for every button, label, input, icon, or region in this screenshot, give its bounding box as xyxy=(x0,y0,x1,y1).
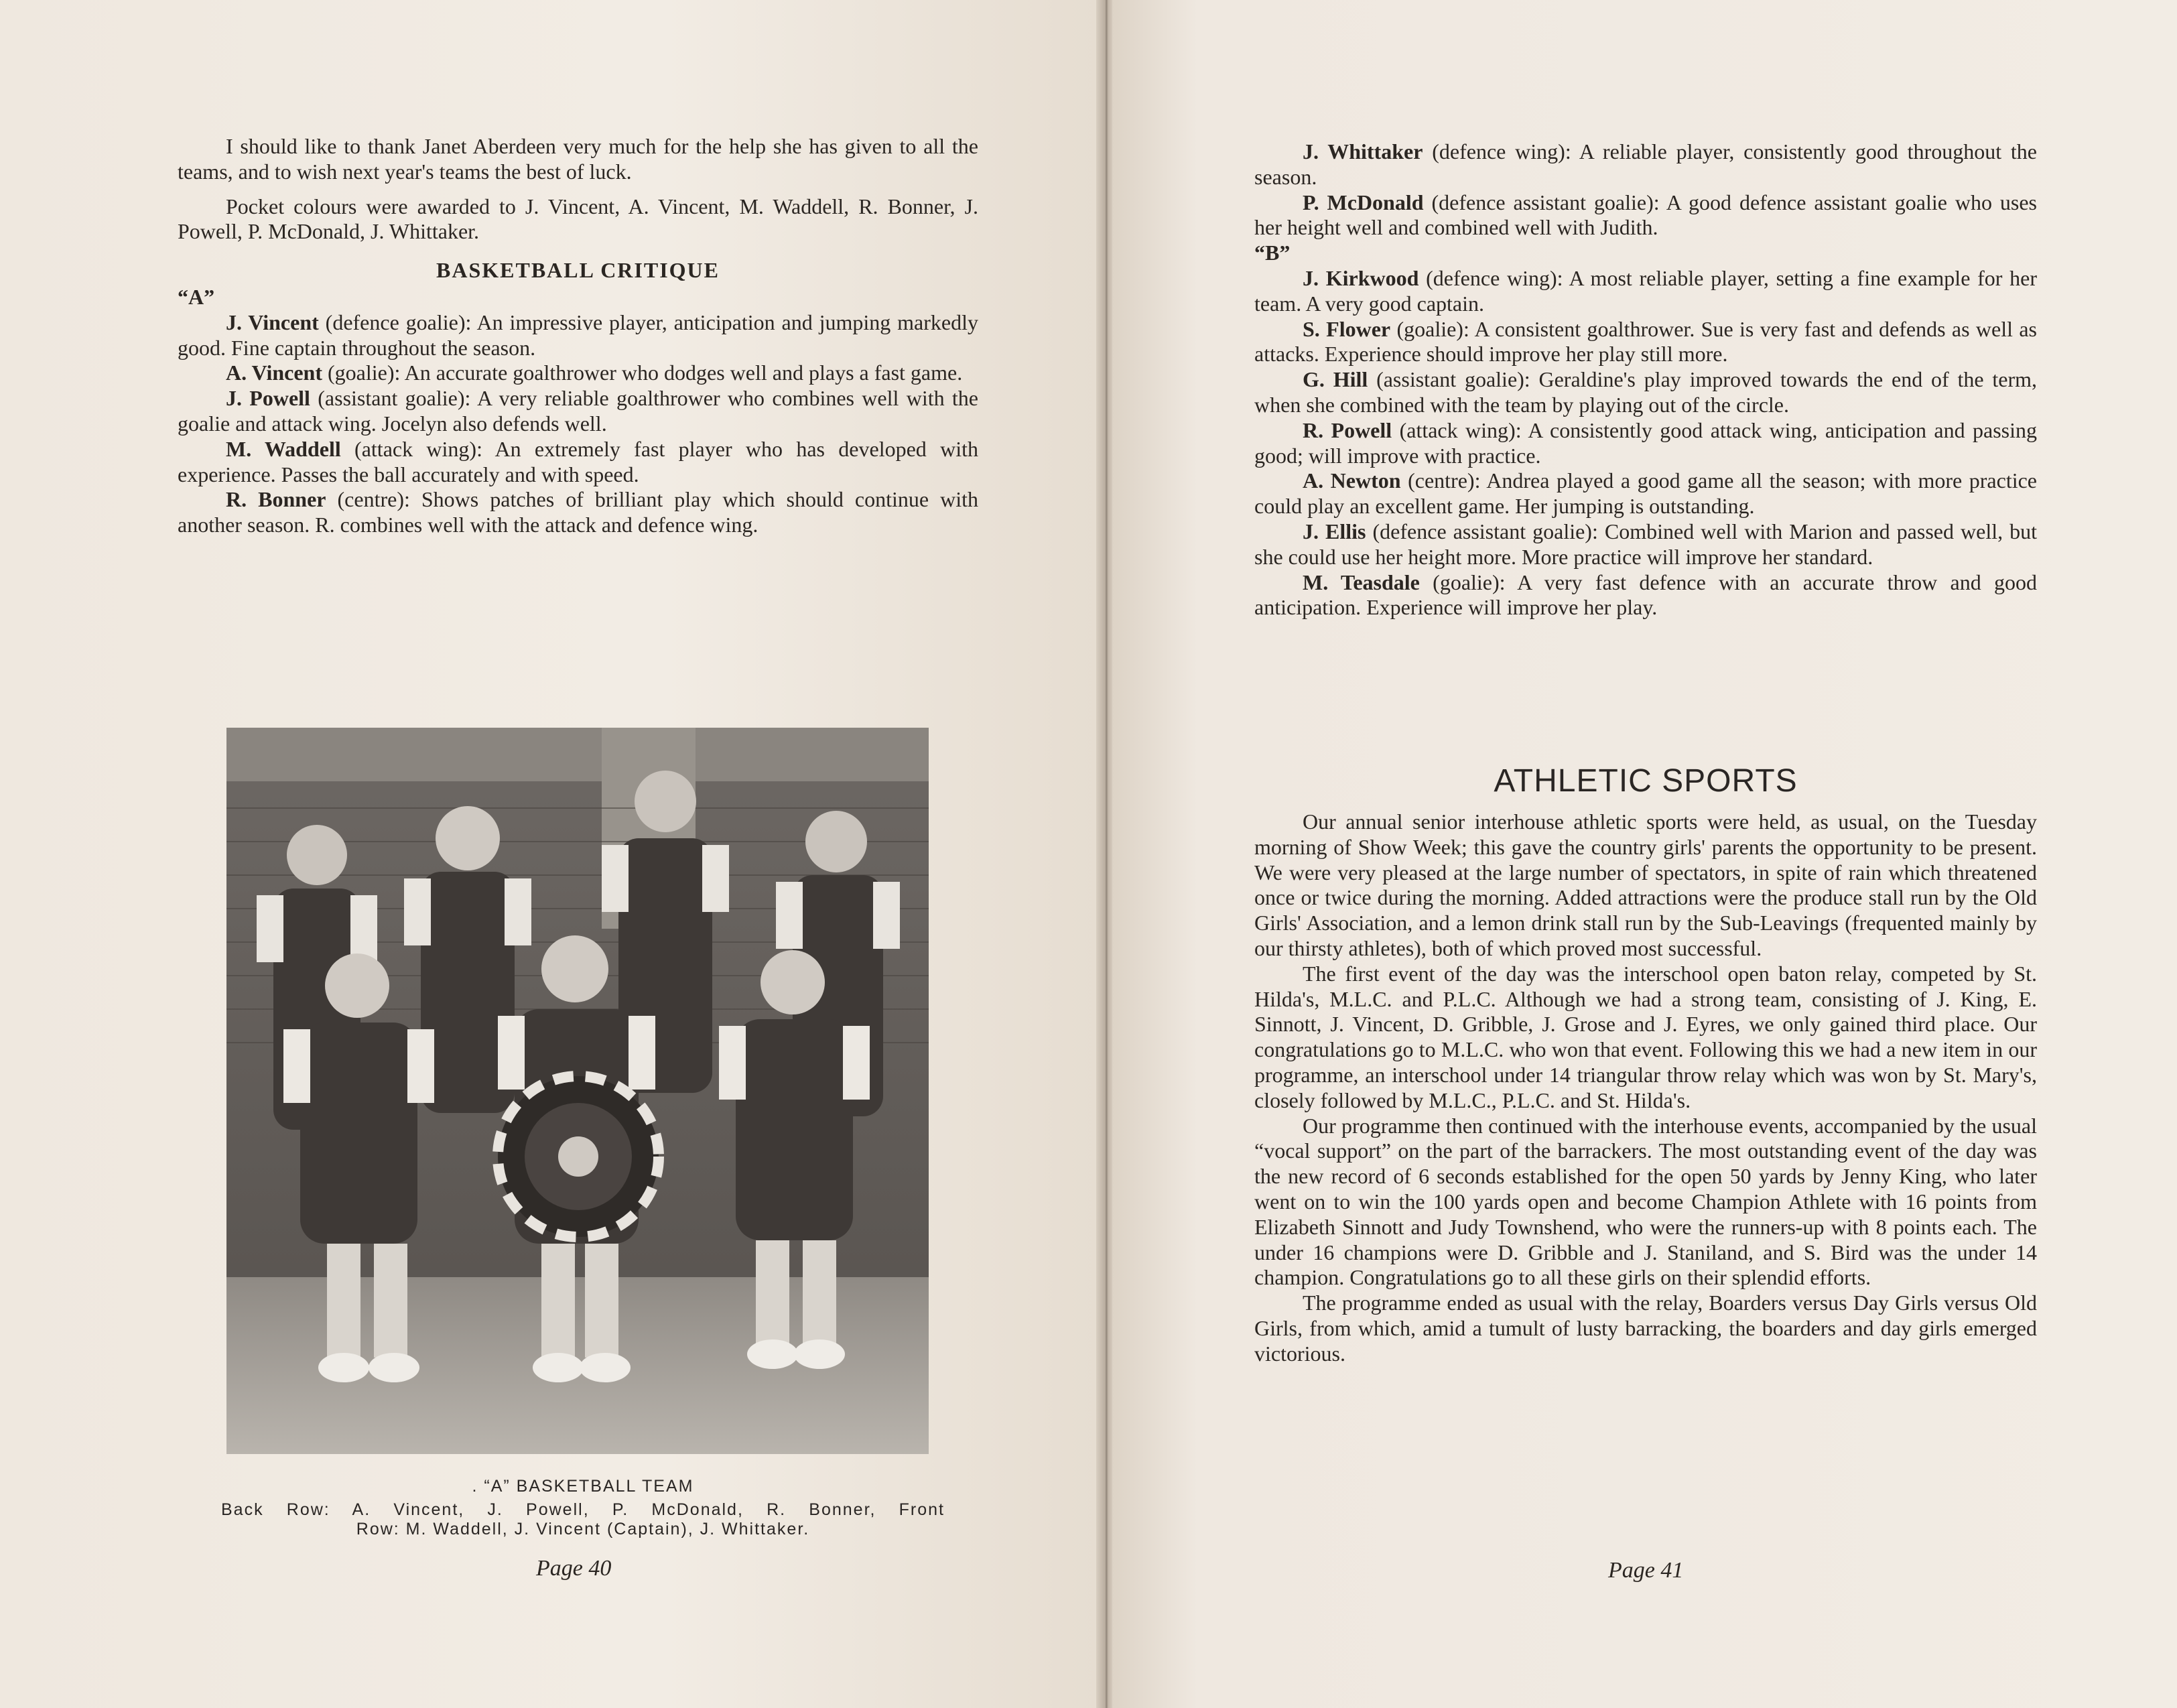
critique-entry xyxy=(178,310,978,361)
critique-text: (defence wing): A reliable player, consistently good throughout the season. xyxy=(1254,139,2038,189)
critique-entry xyxy=(1254,570,2037,621)
critique-text: (attack wing): An extremely fast player who has developed with experience. Passes the ball accurately and with speed. xyxy=(178,436,979,486)
right-critique-column xyxy=(1254,139,2037,620)
caption-title: . “A” BASKETBALL TEAM xyxy=(472,1477,694,1496)
critique-entry xyxy=(1254,266,2037,317)
intro-paragraph-1: I should like to thank Janet Aberdeen very much for the help she has given to all the teams, and to wish next year's teams the best of luck. xyxy=(178,134,978,184)
critique-entry xyxy=(1254,367,2037,418)
caption-line-2: Row: M. Waddell, J. Vincent (Captain), J. Whittaker. xyxy=(356,1520,810,1538)
player-name: R. Bonner xyxy=(226,487,326,512)
critique-entry xyxy=(1254,190,2037,241)
critique-text: (assistant goalie): A very reliable goalthrower who combines well with the goalie and attack wing. Jocelyn also defends well. xyxy=(178,386,979,436)
left-text-column xyxy=(178,134,978,538)
player-name: S. Flower xyxy=(1303,316,1391,341)
critique-entry xyxy=(178,437,978,488)
player-name: P. McDonald xyxy=(1303,190,1424,214)
critique-entry xyxy=(1254,317,2037,368)
player-name: A. Vincent xyxy=(226,360,322,385)
critique-entry xyxy=(1254,139,2037,190)
critique-text: (defence assistant goalie): Combined well with Marion and passed well, but she could use her height more. More practice will improve her standard. xyxy=(1254,519,2038,569)
player-name: J. Vincent xyxy=(226,310,319,334)
page-number-right: Page 41 xyxy=(1608,1558,1684,1583)
right-page xyxy=(1112,0,2177,1708)
group-a-label: “A” xyxy=(178,284,215,309)
critique-text: (centre): Andrea played a good game all the season; with more practice could play an excellent game. Her jumping is outstanding. xyxy=(1254,468,2038,519)
critique-text: (defence assistant goalie): A good defence assistant goalie who uses her height well and combined well with Judith. xyxy=(1254,190,2038,240)
player-name: M. Teasdale xyxy=(1303,570,1420,594)
team-photo xyxy=(226,728,929,1454)
team-photo-illustration xyxy=(226,728,929,1454)
critique-text: (centre): Shows patches of brilliant play which should continue with another season. R. combines well with the attack and defence wing. xyxy=(178,487,979,537)
critique-entry xyxy=(178,360,978,386)
player-name: R. Powell xyxy=(1303,417,1392,442)
critique-text: (goalie): An accurate goalthrower who dodges well and plays a fast game. xyxy=(322,360,963,385)
critique-text: (defence wing): A most reliable player, setting a fine example for her team. A very good captain. xyxy=(1254,265,2038,316)
intro-paragraph-2: Pocket colours were awarded to J. Vincent, A. Vincent, M. Waddell, R. Bonner, J. Powell, P. McDonald, J. Whittaker. xyxy=(178,194,978,244)
critique-entry xyxy=(1254,519,2037,570)
critique-text: (attack wing): A consistently good attack wing, anticipation and passing good; will improve with practice. xyxy=(1254,417,2038,468)
caption-line-1: Back Row: A. Vincent, J. Powell, P. McDonald, R. Bonner, Front xyxy=(221,1500,945,1519)
athletic-paragraph-1: Our annual senior interhouse athletic sports were held, as usual, on the Tuesday morning of Show Week; this gave the country girls' parents the opportunity to be present. We were very pleased at the large number of spectators, in spite of rain which threatened once or twice during the morning. Added attractions were the produce stall run by the Old Girls' Association, and a lemon drink stall run by the Sub-Leavings (frequented mainly by our thirsty athletes), both of which proved most successful. xyxy=(1254,809,2037,960)
player-name: J. Kirkwood xyxy=(1303,265,1419,290)
player-name: A. Newton xyxy=(1303,468,1401,493)
shield-trophy xyxy=(498,1076,659,1237)
critique-entry xyxy=(1254,468,2037,519)
critique-text: (goalie): A very fast defence with an accurate throw and good anticipation. Experience will improve her play. xyxy=(1254,570,2038,620)
critique-text: (defence goalie): An impressive player, anticipation and jumping markedly good. Fine captain throughout the season. xyxy=(178,310,979,360)
player-name: J. Ellis xyxy=(1303,519,1366,543)
critique-entry xyxy=(1254,418,2037,469)
critique-text: (goalie): A consistent goalthrower. Sue is very fast and defends as well as attacks. Experience should improve her play still more. xyxy=(1254,316,2038,367)
group-b-label: “B” xyxy=(1254,241,1291,265)
player-name: J. Whittaker xyxy=(1303,139,1423,163)
photo-caption xyxy=(221,1477,945,1539)
critique-entry xyxy=(178,386,978,437)
page-number-left: Page 40 xyxy=(536,1556,612,1581)
athletic-sports-column xyxy=(1254,809,2037,1367)
athletic-paragraph-2: The first event of the day was the interschool open baton relay, competed by St. Hilda's, M.L.C. and P.L.C. Although we had a strong team, consisting of J. King, E. Sinnott, J. Vincent, D. Gribble, J. Grose and J. Eyres, we only gained third place. Our congratulations go to M.L.C. who won that event. Following this we had a new item in our programme, an interschool under 14 triangular throw relay which was won by St. Mary's, closely followed by M.L.C., P.L.C. and St. Hilda's. xyxy=(1254,961,2037,1112)
athletic-paragraph-4: The programme ended as usual with the relay, Boarders versus Day Girls versus Old Girls, from which, amid a tumult of lusty barracking, the boarders and day girls emerged victorious. xyxy=(1254,1291,2037,1366)
athletic-paragraph-3: Our programme then continued with the interhouse events, accompanied by the usual “vocal support” on the part of the barrackers. The most outstanding event of the day was the new record of 6 seconds established for the open 50 yards by Jenny King, who later went on to win the 100 yards open and become Champion Athlete with 16 points from Elizabeth Sinnott and Judy Townshend, who were the runners-up with 8 points each. The under 16 champions were D. Gribble and J. Staniland, and S. Bird was the under 14 champion. Congratulations go to all these girls on their splendid efforts. xyxy=(1254,1113,2037,1290)
player-name: G. Hill xyxy=(1303,367,1368,392)
player-name: J. Powell xyxy=(226,386,310,411)
player-name: M. Waddell xyxy=(226,436,341,461)
critique-heading: BASKETBALL CRITIQUE xyxy=(436,258,720,283)
athletic-sports-heading: ATHLETIC SPORTS xyxy=(1494,763,1798,799)
critique-entry xyxy=(178,487,978,538)
critique-text: (assistant goalie): Geraldine's play improved towards the end of the term, when she combined with the team by playing out of the circle. xyxy=(1254,367,2038,417)
